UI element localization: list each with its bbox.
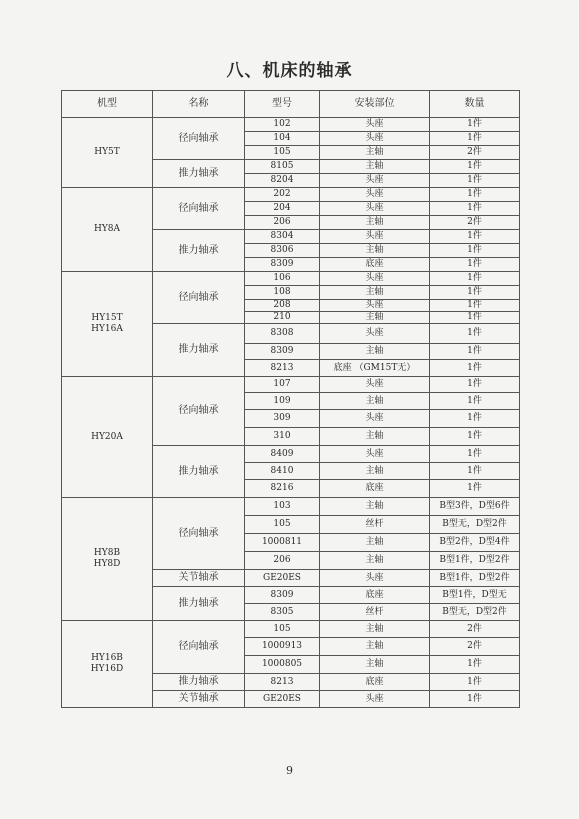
bearing-category-cell: 径向轴承 (153, 621, 245, 674)
bearing-category-cell: 关节轴承 (153, 570, 245, 587)
model-cell: 309 (245, 410, 320, 428)
model-cell: 1000811 (245, 534, 320, 552)
model-cell: 208 (245, 300, 320, 312)
position-cell: 头座 (320, 174, 430, 188)
model-cell: 8304 (245, 230, 320, 244)
table-body (62, 118, 520, 708)
model-cell: 8213 (245, 674, 320, 691)
model-cell: 8213 (245, 360, 320, 377)
bearing-category-cell: 径向轴承 (153, 498, 245, 570)
quantity-cell: 1件 (430, 377, 520, 393)
model-cell: 8105 (245, 160, 320, 174)
position-cell: 丝杆 (320, 604, 430, 621)
bearing-category-cell: 径向轴承 (153, 272, 245, 324)
bearing-category-cell: 推力轴承 (153, 160, 245, 188)
position-cell: 主轴 (320, 312, 430, 324)
quantity-cell: B型3件，D型6件 (430, 498, 520, 516)
position-cell: 主轴 (320, 552, 430, 570)
quantity-cell: B型无，D型2件 (430, 604, 520, 621)
model-cell: 8306 (245, 244, 320, 258)
position-cell: 主轴 (320, 393, 430, 410)
table-row (62, 377, 520, 393)
column-header-name: 名称 (153, 91, 245, 118)
machine-type-cell: HY15T HY16A (62, 272, 153, 377)
quantity-cell: B型2件，D型4件 (430, 534, 520, 552)
position-cell: 头座 (320, 188, 430, 202)
bearing-category-cell: 推力轴承 (153, 324, 245, 377)
machine-type-cell: HY8A (62, 188, 153, 272)
quantity-cell: 1件 (430, 312, 520, 324)
position-cell: 主轴 (320, 534, 430, 552)
quantity-cell: 1件 (430, 188, 520, 202)
table-header-row (62, 91, 520, 118)
bearing-category-cell: 径向轴承 (153, 188, 245, 230)
model-cell: 210 (245, 312, 320, 324)
model-cell: 107 (245, 377, 320, 393)
model-cell: 105 (245, 516, 320, 534)
machine-type-cell: HY16B HY16D (62, 621, 153, 708)
model-cell: GE20ES (245, 691, 320, 708)
quantity-cell: 1件 (430, 344, 520, 360)
quantity-cell: 1件 (430, 160, 520, 174)
model-cell: 8309 (245, 258, 320, 272)
model-cell: 102 (245, 118, 320, 132)
position-cell: 头座 (320, 202, 430, 216)
table-row (62, 188, 520, 202)
quantity-cell: 1件 (430, 202, 520, 216)
position-cell: 底座 （GM15T无） (320, 360, 430, 377)
position-cell: 头座 (320, 230, 430, 244)
model-cell: 202 (245, 188, 320, 202)
quantity-cell: B型无，D型2件 (430, 516, 520, 534)
column-header-position: 安装部位 (320, 91, 430, 118)
model-cell: 104 (245, 132, 320, 146)
model-cell: 1000913 (245, 638, 320, 656)
bearing-category-cell: 推力轴承 (153, 446, 245, 498)
quantity-cell: 1件 (430, 428, 520, 446)
model-cell: 105 (245, 146, 320, 160)
model-cell: 204 (245, 202, 320, 216)
column-header-quantity: 数量 (430, 91, 520, 118)
position-cell: 主轴 (320, 146, 430, 160)
quantity-cell: 1件 (430, 174, 520, 188)
model-cell: 109 (245, 393, 320, 410)
position-cell: 头座 (320, 300, 430, 312)
quantity-cell: 2件 (430, 638, 520, 656)
model-cell: 8309 (245, 587, 320, 604)
model-cell: 8308 (245, 324, 320, 344)
position-cell: 主轴 (320, 638, 430, 656)
column-header-machine: 机型 (62, 91, 153, 118)
position-cell: 主轴 (320, 160, 430, 174)
quantity-cell: 1件 (430, 393, 520, 410)
model-cell: 8309 (245, 344, 320, 360)
model-cell: 310 (245, 428, 320, 446)
model-cell: GE20ES (245, 570, 320, 587)
position-cell: 主轴 (320, 344, 430, 360)
quantity-cell: 1件 (430, 258, 520, 272)
table-row (62, 118, 520, 132)
quantity-cell: 2件 (430, 146, 520, 160)
quantity-cell: 2件 (430, 621, 520, 638)
quantity-cell: B型1件，D型无 (430, 587, 520, 604)
quantity-cell: 1件 (430, 691, 520, 708)
position-cell: 头座 (320, 272, 430, 286)
position-cell: 主轴 (320, 656, 430, 674)
table-row (62, 498, 520, 516)
machine-type-cell: HY5T (62, 118, 153, 188)
quantity-cell: 1件 (430, 272, 520, 286)
position-cell: 底座 (320, 674, 430, 691)
model-cell: 1000805 (245, 656, 320, 674)
model-cell: 103 (245, 498, 320, 516)
model-cell: 206 (245, 216, 320, 230)
page-number: 9 (286, 764, 293, 777)
bearing-category-cell: 推力轴承 (153, 230, 245, 272)
quantity-cell: 1件 (430, 463, 520, 480)
quantity-cell: 1件 (430, 410, 520, 428)
bearing-category-cell: 推力轴承 (153, 674, 245, 691)
quantity-cell: 1件 (430, 324, 520, 344)
position-cell: 头座 (320, 446, 430, 463)
position-cell: 头座 (320, 377, 430, 393)
column-header-model: 型号 (245, 91, 320, 118)
machine-type-cell: HY20A (62, 377, 153, 498)
position-cell: 头座 (320, 691, 430, 708)
position-cell: 头座 (320, 118, 430, 132)
quantity-cell: 1件 (430, 480, 520, 498)
quantity-cell: 1件 (430, 446, 520, 463)
bearing-category-cell: 关节轴承 (153, 691, 245, 708)
model-cell: 8204 (245, 174, 320, 188)
model-cell: 8409 (245, 446, 320, 463)
quantity-cell: 1件 (430, 118, 520, 132)
model-cell: 8216 (245, 480, 320, 498)
position-cell: 主轴 (320, 621, 430, 638)
position-cell: 主轴 (320, 244, 430, 258)
quantity-cell: 1件 (430, 230, 520, 244)
table-row (62, 272, 520, 286)
bearing-category-cell: 径向轴承 (153, 377, 245, 446)
position-cell: 头座 (320, 410, 430, 428)
position-cell: 主轴 (320, 286, 430, 300)
model-cell: 8305 (245, 604, 320, 621)
bearing-table (61, 90, 520, 708)
quantity-cell: 1件 (430, 674, 520, 691)
position-cell: 底座 (320, 258, 430, 272)
position-cell: 头座 (320, 570, 430, 587)
position-cell: 主轴 (320, 428, 430, 446)
position-cell: 底座 (320, 587, 430, 604)
model-cell: 8410 (245, 463, 320, 480)
position-cell: 主轴 (320, 498, 430, 516)
quantity-cell: 1件 (430, 132, 520, 146)
model-cell: 206 (245, 552, 320, 570)
quantity-cell: 1件 (430, 286, 520, 300)
position-cell: 头座 (320, 132, 430, 146)
bearing-category-cell: 径向轴承 (153, 118, 245, 160)
model-cell: 108 (245, 286, 320, 300)
quantity-cell: 1件 (430, 244, 520, 258)
quantity-cell: 1件 (430, 656, 520, 674)
quantity-cell: 1件 (430, 360, 520, 377)
page-title: 八、机床的轴承 (226, 61, 353, 81)
position-cell: 主轴 (320, 463, 430, 480)
bearing-category-cell: 推力轴承 (153, 587, 245, 621)
position-cell: 头座 (320, 324, 430, 344)
position-cell: 主轴 (320, 216, 430, 230)
position-cell: 丝杆 (320, 516, 430, 534)
machine-type-cell: HY8B HY8D (62, 498, 153, 621)
position-cell: 底座 (320, 480, 430, 498)
model-cell: 105 (245, 621, 320, 638)
model-cell: 106 (245, 272, 320, 286)
quantity-cell: B型1件，D型2件 (430, 552, 520, 570)
quantity-cell: B型1件，D型2件 (430, 570, 520, 587)
quantity-cell: 1件 (430, 300, 520, 312)
table-row (62, 621, 520, 638)
quantity-cell: 2件 (430, 216, 520, 230)
